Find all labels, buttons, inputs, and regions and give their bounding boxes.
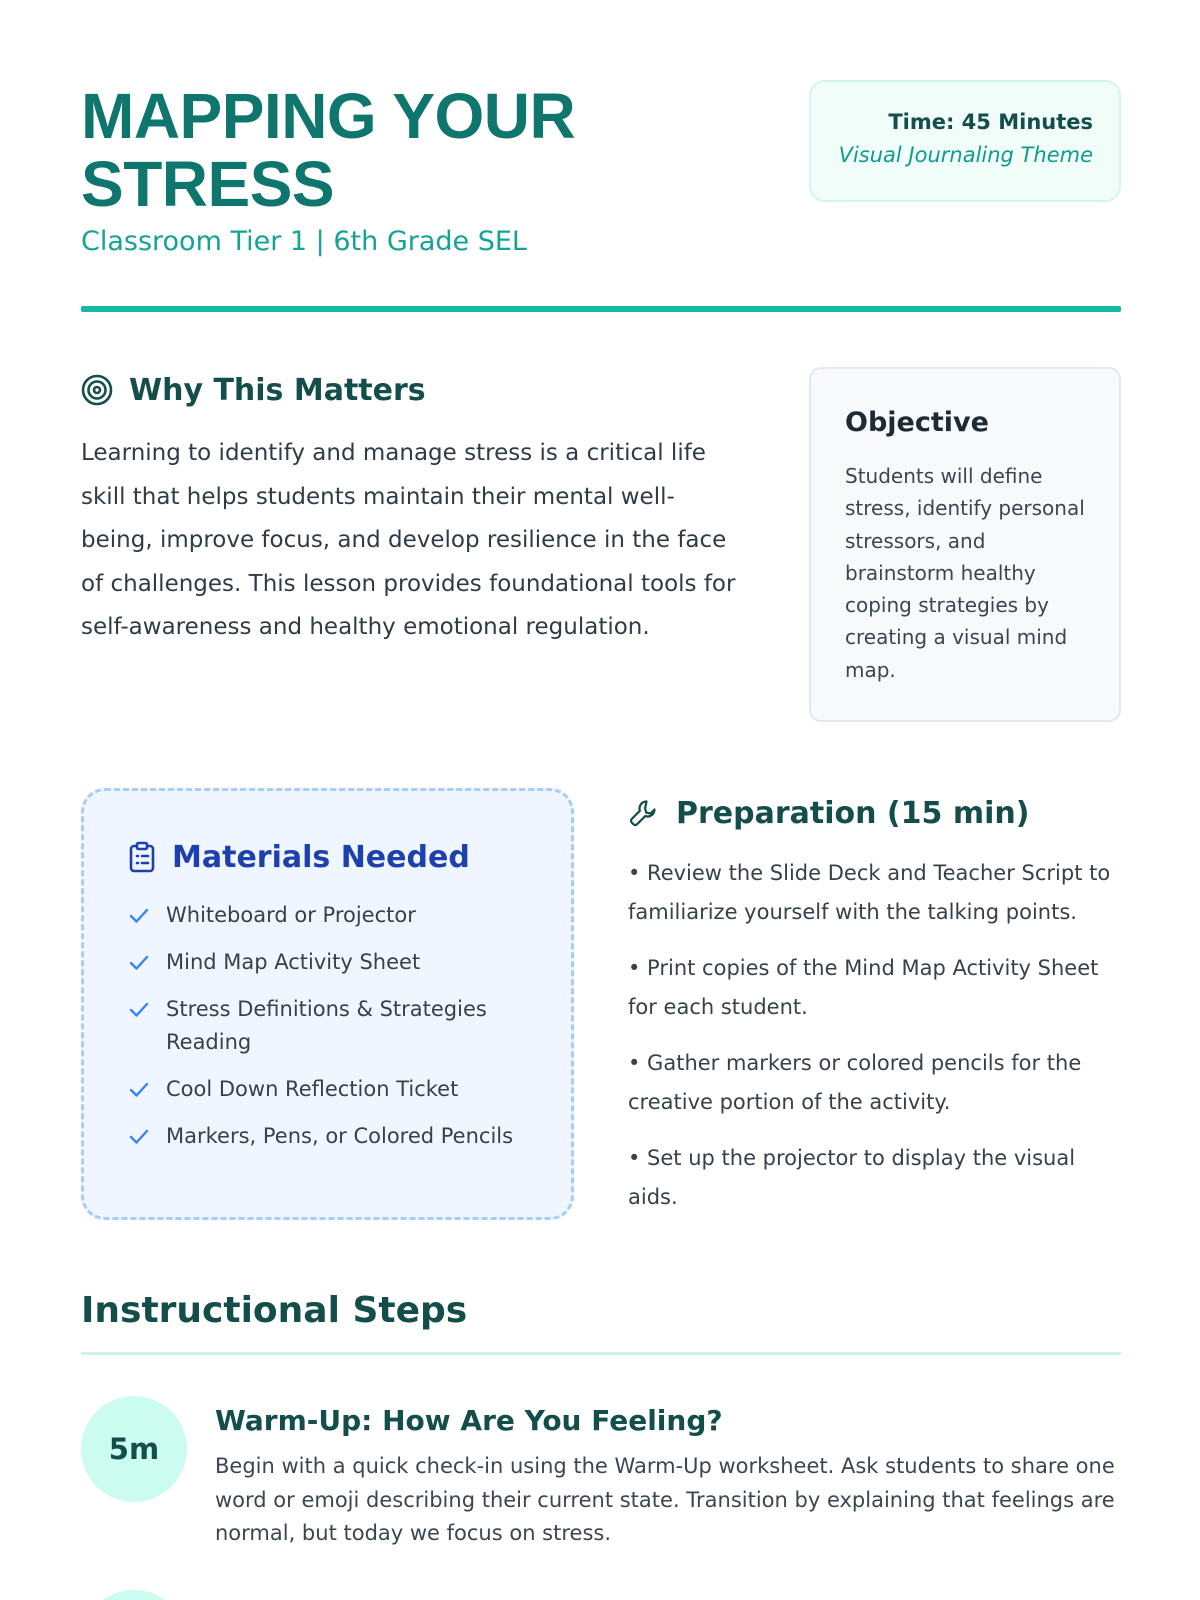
- preparation-item: • Review the Slide Deck and Teacher Script to familiarize yourself with the talking points.: [628, 861, 1111, 924]
- preparation-title: Preparation (15 min): [676, 795, 1030, 831]
- step-duration-badge: 5m: [81, 1396, 187, 1502]
- target-icon: [81, 374, 113, 406]
- time-card: [809, 80, 1121, 202]
- lesson-plan-page: [81, 0, 1121, 1600]
- materials-item: [128, 946, 571, 979]
- why-title: Why This Matters: [129, 372, 426, 408]
- why-section-header: [81, 370, 426, 410]
- materials-item-label: Cool Down Reflection Ticket: [166, 1077, 459, 1101]
- check-icon: [128, 1126, 150, 1148]
- objective-title: Objective: [845, 407, 989, 438]
- materials-item-label: Markers, Pens, or Colored Pencils: [166, 1124, 514, 1148]
- theme-label: Visual Journaling Theme: [838, 143, 1093, 167]
- preparation-item: • Print copies of the Mind Map Activity Sheet for each student.: [628, 956, 1099, 1019]
- check-icon: [128, 999, 150, 1021]
- step-title: Warm-Up: How Are You Feeling?: [215, 1404, 723, 1437]
- materials-title: Materials Needed: [172, 839, 470, 875]
- materials-list: [128, 899, 571, 1153]
- check-icon: [128, 1079, 150, 1101]
- step-body: Begin with a quick check-in using the Warm-Up worksheet. Ask students to share one word or emoji describing their current state. Transition by explaining that feelings are normal, but today we focus on stress.: [215, 1454, 1115, 1545]
- steps-divider: [81, 1352, 1121, 1355]
- preparation-header: [628, 793, 1029, 833]
- time-label: Time: 45 Minutes: [888, 110, 1093, 134]
- preparation-item: • Gather markers or colored pencils for the creative portion of the activity.: [628, 1051, 1082, 1114]
- steps-title: Instructional Steps: [81, 1290, 468, 1331]
- check-icon: [128, 905, 150, 927]
- header-divider: [81, 306, 1121, 312]
- materials-item: [128, 899, 571, 932]
- materials-item-label: Stress Definitions & Strategies Reading: [166, 997, 487, 1054]
- materials-card: [81, 788, 574, 1220]
- check-icon: [128, 952, 150, 974]
- preparation-list: [628, 854, 1121, 1234]
- wrench-icon: [628, 798, 658, 828]
- page-title: MAPPING YOUR STRESS: [81, 80, 576, 220]
- materials-item: [128, 993, 571, 1059]
- materials-header: [128, 837, 571, 877]
- materials-item: [128, 1120, 571, 1153]
- materials-item-label: Whiteboard or Projector: [166, 903, 416, 927]
- why-body: Learning to identify and manage stress is a critical life skill that helps students maintain their mental well-being, improve focus, and develop resilience in the face of challenges. This lesson provides foundational tools for self-awareness and healthy emotional regulation.: [81, 440, 736, 640]
- objective-card: [809, 367, 1121, 722]
- objective-body: Students will define stress, identify personal stressors, and brainstorm healthy coping strategies by creating a visual mind map.: [845, 464, 1085, 682]
- materials-item: [128, 1073, 571, 1106]
- materials-item-label: Mind Map Activity Sheet: [166, 950, 421, 974]
- page-subtitle: Classroom Tier 1 | 6th Grade SEL: [81, 226, 527, 257]
- clipboard-icon: [128, 841, 156, 873]
- preparation-item: • Set up the projector to display the visual aids.: [628, 1146, 1076, 1209]
- next-step-badge: [81, 1590, 187, 1600]
